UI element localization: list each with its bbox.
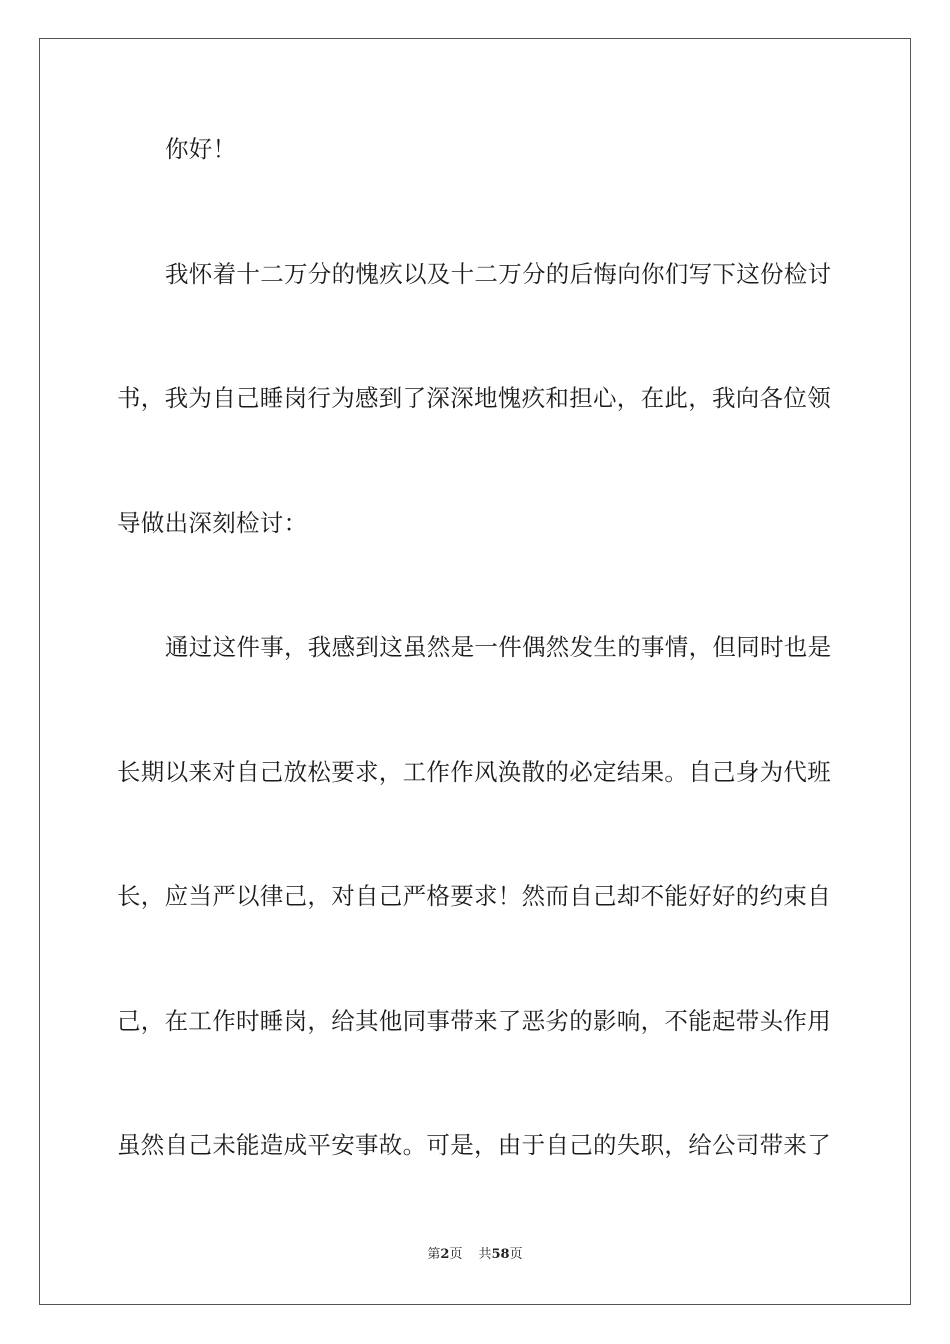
total-prefix: 共	[478, 1247, 492, 1262]
page-prefix: 第	[427, 1247, 441, 1262]
paragraph-2-line-4: 己，在工作时睡岗，给其他同事带来了恶劣的影响，不能起带头作用	[117, 1007, 831, 1035]
total-suffix: 页	[509, 1247, 523, 1262]
total-pages: 58	[491, 1247, 510, 1262]
paragraph-2-line-5: 虽然自己未能造成平安事故。可是，由于自己的失职，给公司带来了	[117, 1131, 831, 1159]
paragraph-2-line-2: 长期以来对自己放松要求，工作作风涣散的必定结果。自己身为代班	[117, 758, 831, 786]
greeting-line: 你好！	[165, 135, 237, 163]
paragraph-1-line-2: 书，我为自己睡岗行为感到了深深地愧疚和担心，在此，我向各位领	[117, 384, 831, 412]
page-suffix: 页	[449, 1247, 463, 1262]
page-footer	[0, 1247, 950, 1263]
page-border	[39, 38, 911, 1305]
paragraph-1-line-1: 我怀着十二万分的愧疚以及十二万分的后悔向你们写下这份检讨	[165, 260, 832, 288]
paragraph-1-line-3: 导做出深刻检讨：	[117, 509, 308, 537]
paragraph-2-line-3: 长，应当严以律己，对自己严格要求！然而自己却不能好好的约束自	[117, 882, 831, 910]
paragraph-2-line-1: 通过这件事，我感到这虽然是一件偶然发生的事情，但同时也是	[165, 633, 832, 661]
page-number: 2	[440, 1247, 450, 1262]
